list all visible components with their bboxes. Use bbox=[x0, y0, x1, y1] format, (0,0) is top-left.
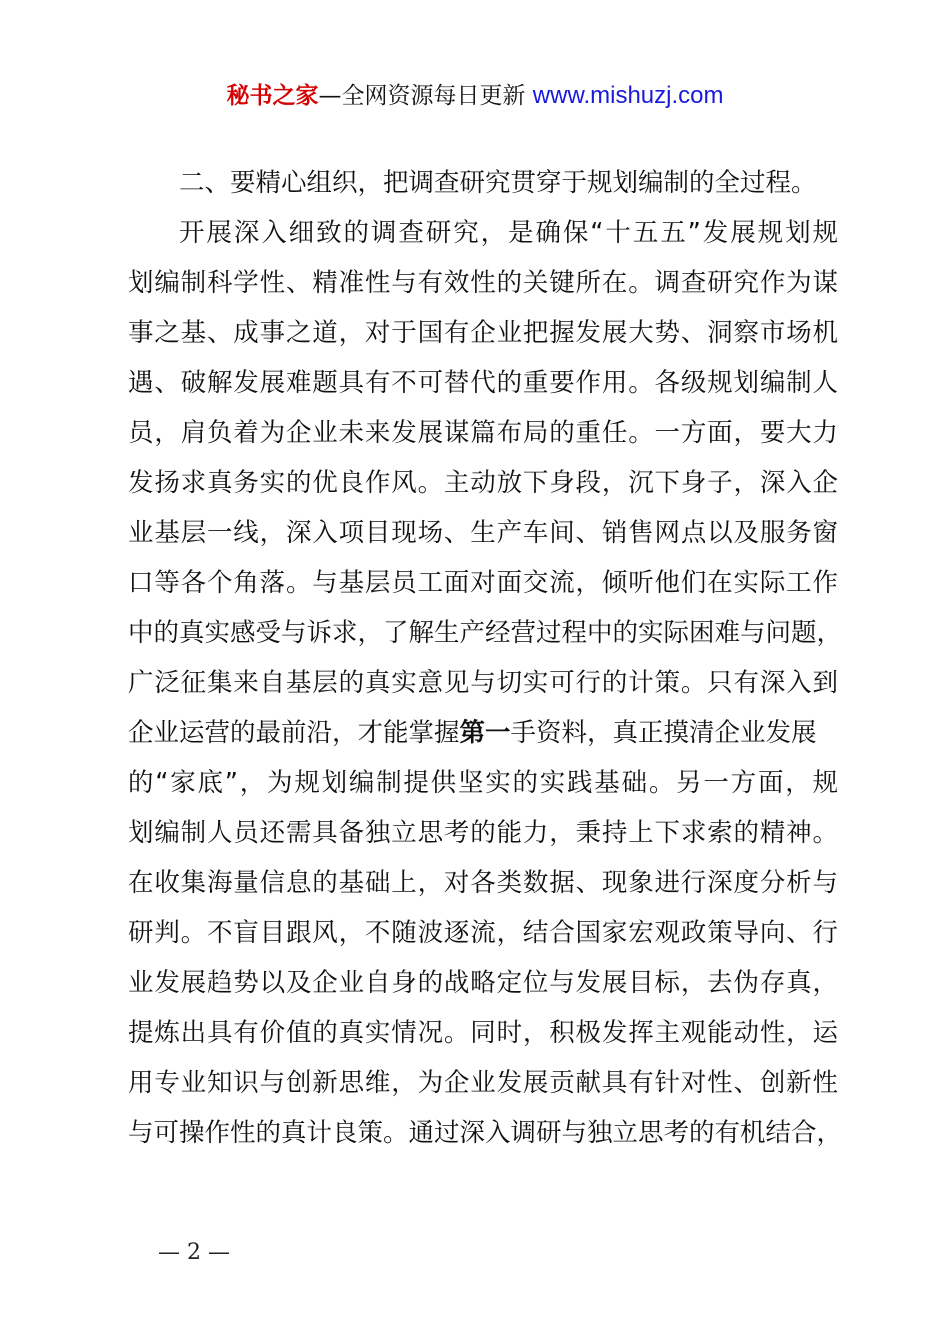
document-body bbox=[128, 158, 843, 1158]
bold-text: 第一 bbox=[459, 718, 511, 748]
paragraph-line: 开展深入细致的调查研究，是确保“十五五”发展规划规 bbox=[179, 218, 838, 248]
paragraph-line: 划编制人员还需具备独立思考的能力，秉持上下求索的精神。 bbox=[128, 818, 838, 848]
line-text-after-bold: 手资料，真正摸清企业发展 bbox=[510, 718, 817, 748]
paragraph-line: 遇、破解发展难题具有不可替代的重要作用。各级规划编制人 bbox=[128, 368, 838, 398]
paragraph-line: 用专业知识与创新思维，为企业发展贡献具有针对性、创新性 bbox=[128, 1068, 838, 1098]
paragraph-line: 事之基、成事之道，对于国有企业把握发展大势、洞察市场机 bbox=[128, 318, 838, 348]
line-text-before-bold: 企业运营的最前沿，才能掌握 bbox=[128, 718, 460, 748]
brand-name: 秘书之家 bbox=[226, 83, 319, 109]
paragraph-line: 研判。不盲目跟风，不随波逐流，结合国家宏观政策导向、行 bbox=[128, 918, 838, 948]
section-heading: 二、要精心组织，把调查研究贯穿于规划编制的全过程。 bbox=[179, 168, 817, 198]
paragraph-line: 口等各个角落。与基层员工面对面交流，倾听他们在实际工作 bbox=[128, 568, 838, 598]
paragraph-line: 员，肩负着为企业未来发展谋篇布局的重任。一方面，要大力 bbox=[128, 418, 838, 448]
paragraph-line: 中的真实感受与诉求，了解生产经营过程中的实际困难与问题， bbox=[128, 618, 843, 648]
paragraph-line: 广泛征集来自基层的真实意见与切实可行的计策。只有深入到 bbox=[128, 668, 838, 698]
paragraph-line: 业基层一线，深入项目现场、生产车间、销售网点以及服务窗 bbox=[128, 518, 838, 548]
site-header bbox=[0, 80, 950, 112]
paragraph-line-with-bold bbox=[128, 708, 838, 758]
header-tagline: —全网资源每日更新 bbox=[318, 83, 526, 109]
paragraph-line: 在收集海量信息的基础上，对各类数据、现象进行深度分析与 bbox=[128, 868, 838, 898]
page-number: — 2 — bbox=[158, 1240, 230, 1265]
paragraph-line: 发扬求真务实的优良作风。主动放下身段，沉下身子，深入企 bbox=[128, 468, 838, 498]
paragraph-line: 提炼出具有价值的真实情况。同时，积极发挥主观能动性，运 bbox=[128, 1018, 838, 1048]
paragraph-line: 业发展趋势以及企业自身的战略定位与发展目标，去伪存真， bbox=[128, 968, 838, 998]
paragraph-line: 与可操作性的真计良策。通过深入调研与独立思考的有机结合， bbox=[128, 1118, 843, 1148]
site-url-link[interactable]: www.mishuzj.com bbox=[532, 82, 724, 109]
paragraph-line: 的“家底”，为规划编制提供坚实的实践基础。另一方面，规 bbox=[128, 768, 838, 798]
paragraph-line: 划编制科学性、精准性与有效性的关键所在。调查研究作为谋 bbox=[128, 268, 838, 298]
